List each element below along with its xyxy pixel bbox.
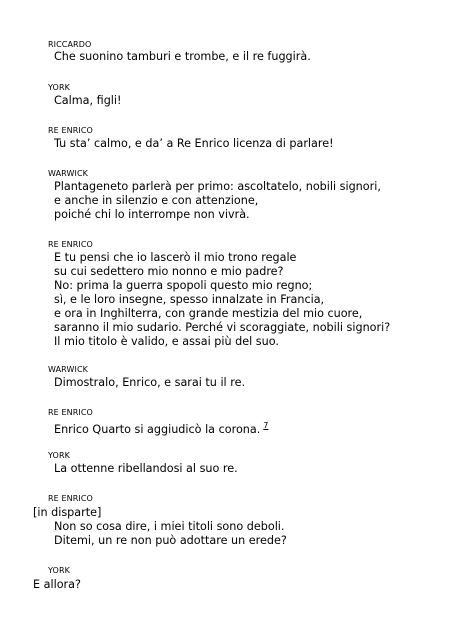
dialogue-line: Plantageneto parlerà per primo: ascoltatelo, nobili signori,	[54, 180, 381, 193]
dialogue-line: saranno il mio sudario. Perché vi scoraggiate, nobili signori?	[54, 321, 391, 334]
dialogue-line: Non so cosa dire, i miei titoli sono deboli.	[54, 520, 285, 533]
speaker-name: RE ENRICO	[48, 494, 93, 503]
dialogue-line: e ora in Inghilterra, con grande mestizia del mio cuore,	[54, 307, 363, 320]
dialogue-line: e anche in silenzio e con attenzione,	[54, 194, 259, 207]
speaker-name: YORK	[48, 83, 70, 92]
dialogue-line: No: prima la guerra spopoli questo mio regno;	[54, 279, 313, 292]
dialogue-line: La ottenne ribellandosi al suo re.	[54, 462, 238, 475]
speaker-name: YORK	[48, 566, 70, 575]
dialogue-line: poiché chi lo interrompe non vivrà.	[54, 208, 250, 221]
dialogue-line: Dimostralo, Enrico, e sarai tu il re.	[54, 376, 246, 389]
dialogue-line: Il mio titolo è valido, e assai più del suo.	[54, 335, 279, 348]
dialogue-line: Tu sta’ calmo, e da’ a Re Enrico licenza di parlare!	[54, 137, 334, 150]
speaker-name: RE ENRICO	[48, 126, 93, 135]
dialogue-line: su cui sedettero mio nonno e mio padre?	[54, 265, 284, 278]
stage-direction: E allora?	[33, 578, 81, 591]
dialogue-line: sì, e le loro insegne, spesso innalzate in Francia,	[54, 293, 325, 306]
speaker-name: RICCARDO	[48, 40, 92, 49]
speaker-name: WARWICK	[48, 169, 88, 178]
footnote-link[interactable]: 7	[263, 421, 269, 430]
speaker-name: RE ENRICO	[48, 240, 93, 249]
dialogue-text: Enrico Quarto si aggiudicò la corona.	[54, 423, 261, 436]
dialogue-line: Calma, figli!	[54, 94, 122, 107]
stage-direction: [in disparte]	[33, 506, 102, 519]
dialogue-line: E tu pensi che io lascerò il mio trono regale	[54, 251, 297, 264]
dialogue-line: Che suonino tamburi e trombe, e il re fuggirà.	[54, 50, 311, 63]
dialogue-line	[54, 419, 268, 437]
speaker-name: RE ENRICO	[48, 408, 93, 417]
speaker-name: YORK	[48, 451, 70, 460]
speaker-name: WARWICK	[48, 365, 88, 374]
dialogue-line: Ditemi, un re non può adottare un erede?	[54, 534, 287, 547]
